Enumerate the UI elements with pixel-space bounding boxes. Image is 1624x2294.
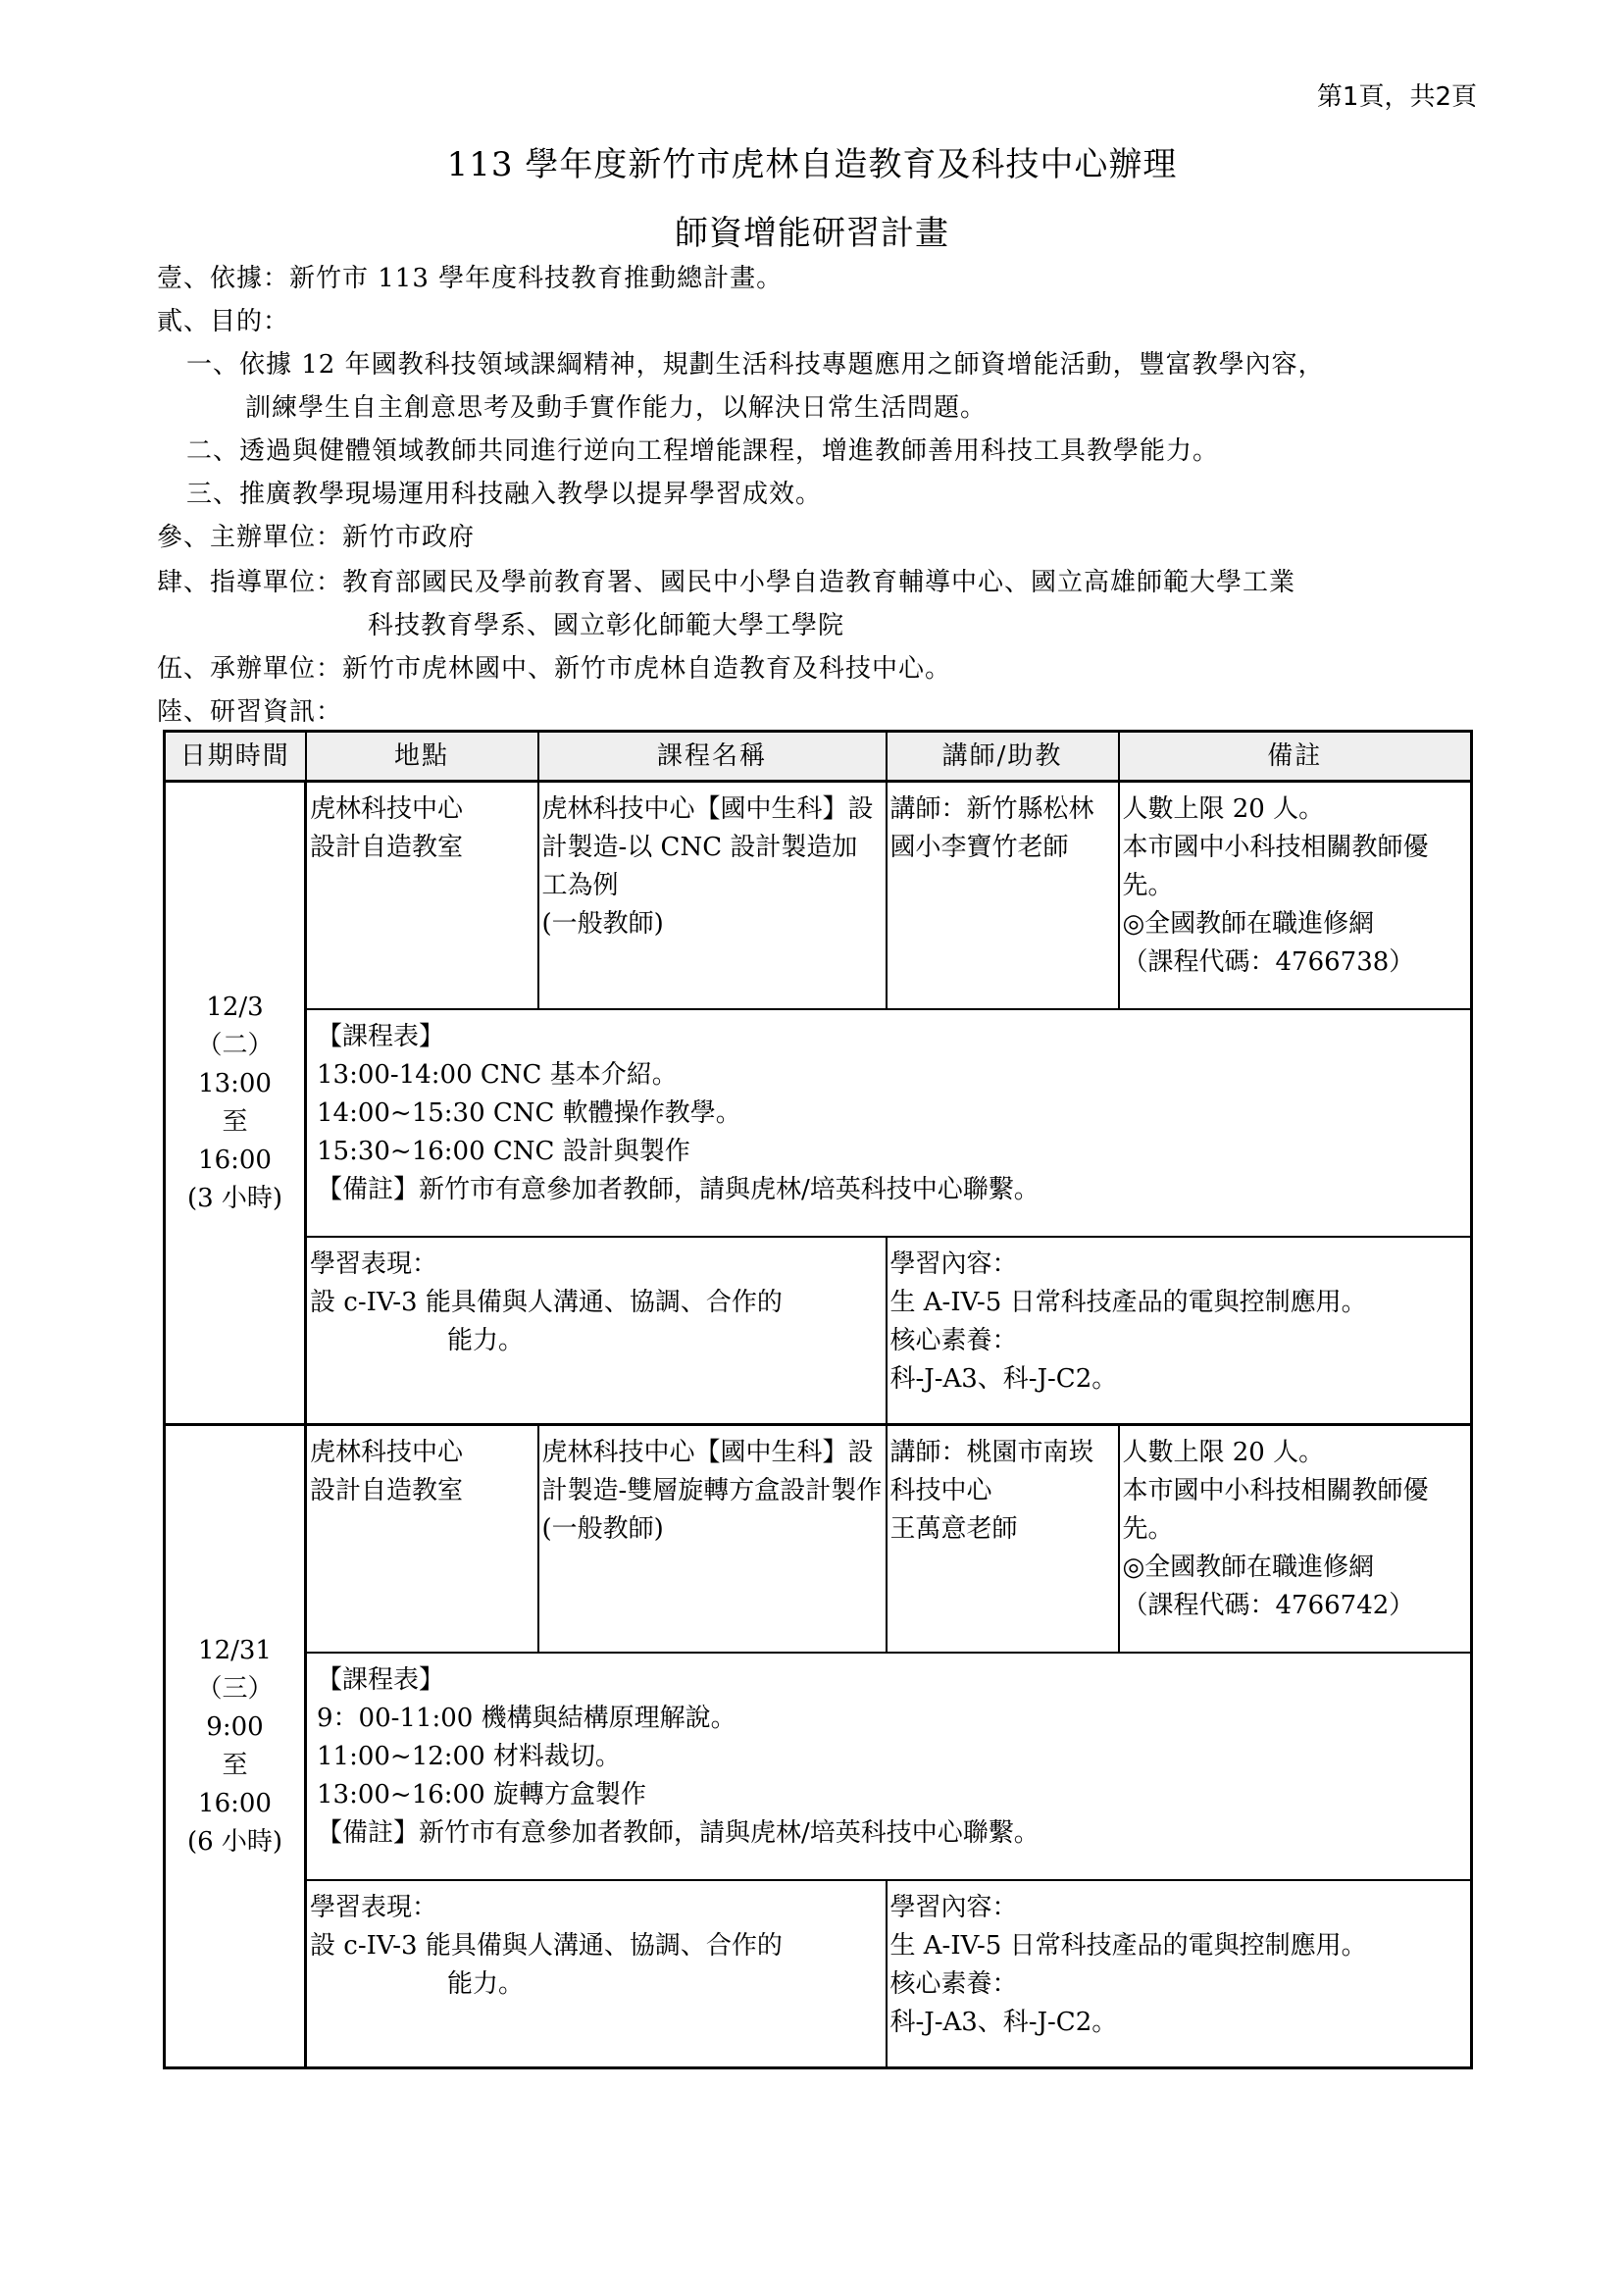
purpose-item-1-continued: 訓練學生自主創意思考及動手實作能力，以解決日常生活問題。	[245, 393, 988, 423]
session-instructor: 講師：桃園市南崁科技中心 王萬意老師	[887, 1425, 1119, 1653]
session-schedule: 【課程表】 13:00-14:00 CNC 基本介紹。 14:00~15:30 CNC 軟體操作教學。 15:30~16:00 CNC 設計與製作 【備註】新竹市有意參加者教師，請與虎林/培英科技中心聯繫。	[306, 1009, 1472, 1237]
header-instructor: 講師/助教	[887, 732, 1119, 782]
table-row	[165, 782, 1472, 1009]
header-course: 課程名稱	[538, 732, 887, 782]
section-host: 伍、承辦單位：新竹市虎林國中、新竹市虎林自造教育及科技中心。	[157, 654, 952, 684]
document-title: 113 學年度新竹市虎林自造教育及科技中心辦理	[446, 145, 1178, 184]
section-organizer: 參、主辦單位：新竹市政府	[157, 523, 476, 552]
learning-performance: 學習表現： 設 c-IV-3 能具備與人溝通、協調、合作的 能力。	[306, 1237, 887, 1425]
header-location: 地點	[306, 732, 538, 782]
schedule-table	[163, 730, 1473, 2069]
learning-content: 學習內容： 生 A-IV-5 日常科技產品的電與控制應用。 核心素養： 科-J-A3、科-J-C2。	[887, 1880, 1472, 2068]
session-date: 12/31 （三） 9:00 至 16:00 (6 小時)	[165, 1425, 306, 2068]
section-info-heading: 陸、研習資訊：	[157, 697, 343, 727]
session-instructor: 講師：新竹縣松林國小李寶竹老師	[887, 782, 1119, 1009]
session-location: 虎林科技中心 設計自造教室	[306, 782, 538, 1009]
section-guidance-continued: 科技教育學系、國立彰化師範大學工學院	[368, 611, 845, 640]
table-row	[165, 1009, 1472, 1237]
session-notes: 人數上限 20 人。 本市國中小科技相關教師優先。 ◎全國教師在職進修網 （課程代碼：4766738）	[1119, 782, 1472, 1009]
table-row	[165, 1880, 1472, 2068]
section-basis: 壹、依據：新竹市 113 學年度科技教育推動總計畫。	[157, 264, 784, 293]
table-row	[165, 1425, 1472, 1653]
table-header-row	[165, 732, 1472, 782]
section-purpose-heading: 貳、目的：	[157, 307, 290, 336]
learning-performance: 學習表現： 設 c-IV-3 能具備與人溝通、協調、合作的 能力。	[306, 1880, 887, 2068]
session-date: 12/3 （二） 13:00 至 16:00 (3 小時)	[165, 782, 306, 1425]
learning-content: 學習內容： 生 A-IV-5 日常科技產品的電與控制應用。 核心素養： 科-J-A3、科-J-C2。	[887, 1237, 1472, 1425]
purpose-item-3: 三、推廣教學現場運用科技融入教學以提昇學習成效。	[186, 480, 823, 509]
section-guidance: 肆、指導單位：教育部國民及學前教育署、國民中小學自造教育輔導中心、國立高雄師範大學工業	[157, 568, 1296, 597]
purpose-item-2: 二、透過與健體領域教師共同進行逆向工程增能課程，增進教師善用科技工具教學能力。	[186, 436, 1220, 466]
header-date: 日期時間	[165, 732, 306, 782]
purpose-item-1: 一、依據 12 年國教科技領域課綱精神，規劃生活科技專題應用之師資增能活動，豐富教學內容，	[186, 350, 1325, 380]
session-course: 虎林科技中心【國中生科】設計製造-雙層旋轉方盒設計製作(一般教師)	[538, 1425, 887, 1653]
table-row	[165, 1653, 1472, 1880]
session-course: 虎林科技中心【國中生科】設計製造-以 CNC 設計製造加工為例 (一般教師)	[538, 782, 887, 1009]
table-row	[165, 1237, 1472, 1425]
document-subtitle: 師資增能研習計畫	[675, 214, 949, 253]
session-schedule: 【課程表】 9：00-11:00 機構與結構原理解說。 11:00~12:00 材料裁切。 13:00~16:00 旋轉方盒製作 【備註】新竹市有意參加者教師，請與虎林/培英科技中心聯繫。	[306, 1653, 1472, 1880]
header-notes: 備註	[1119, 732, 1472, 782]
session-notes: 人數上限 20 人。 本市國中小科技相關教師優先。 ◎全國教師在職進修網 （課程代碼：4766742）	[1119, 1425, 1472, 1653]
session-location: 虎林科技中心 設計自造教室	[306, 1425, 538, 1653]
page-number: 第1頁，共2頁	[1316, 82, 1477, 112]
